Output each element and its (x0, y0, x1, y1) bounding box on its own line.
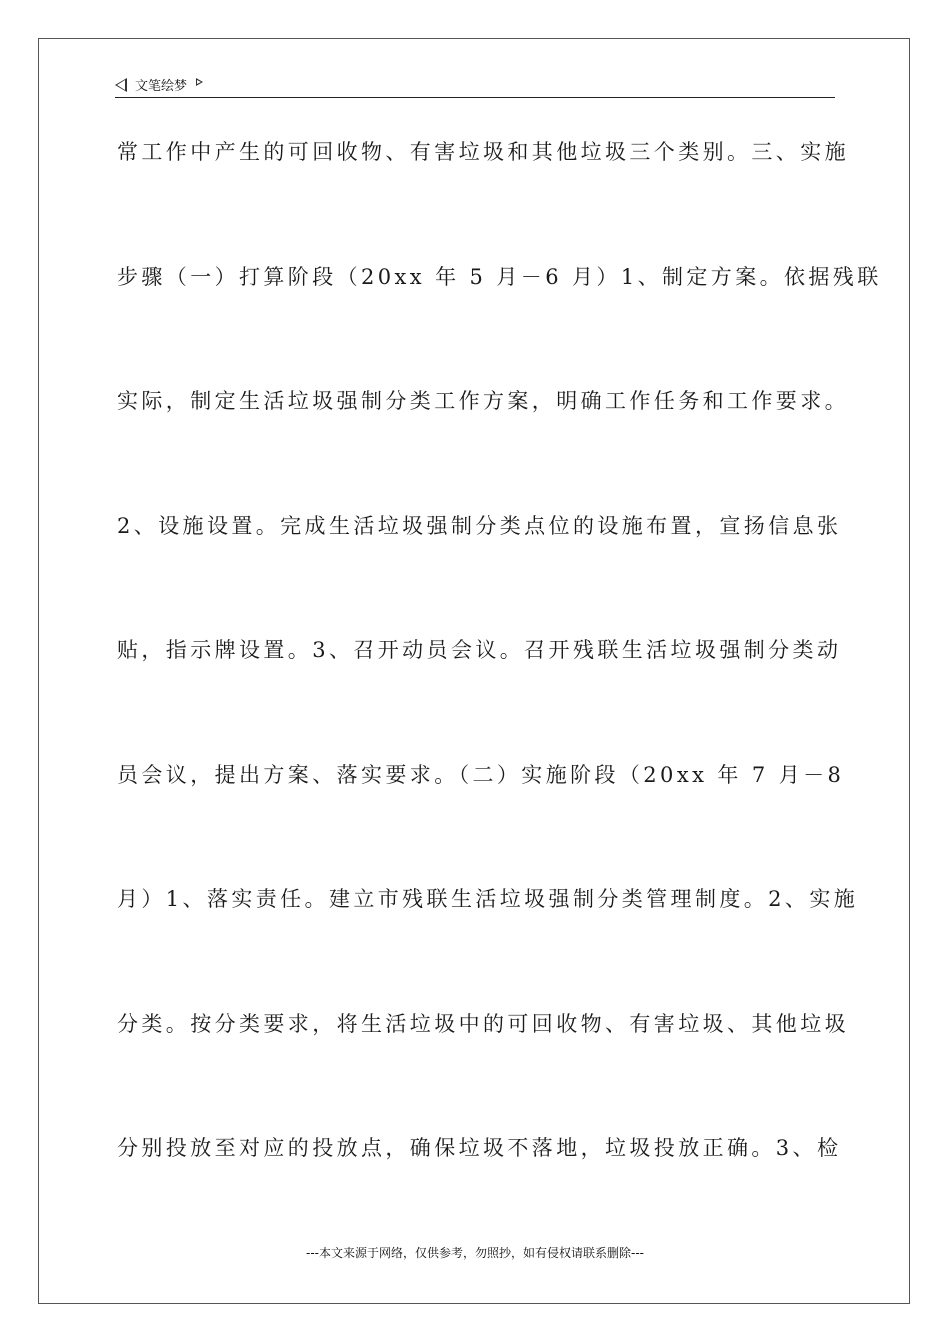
body-line: 分类。按分类要求，将生活垃圾中的可回收物、有害垃圾、其他垃圾 (117, 1011, 849, 1036)
body-line: 分别投放至对应的投放点，确保垃圾不落地，垃圾投放正确。3、检 (117, 1136, 842, 1160)
body-line: 步骤（一）打算阶段（20xx 年 5 月－6 月）1、制定方案。依据残联 (117, 264, 882, 289)
header-title: 文笔绘梦 (135, 79, 188, 94)
body-line: 贴，指示牌设置。3、召开动员会议。召开残联生活垃圾强制分类动 (117, 638, 842, 662)
triangle-right-icon (196, 78, 203, 86)
body-line: 员会议，提出方案、落实要求。（二）实施阶段（20xx 年 7 月－8 (117, 762, 845, 787)
page-header (115, 72, 835, 98)
document-body (117, 132, 882, 1253)
body-line: 2、设施设置。完成生活垃圾强制分类点位的设施布置，宣扬信息张 (117, 513, 842, 538)
body-line: 常工作中产生的可回收物、有害垃圾和其他垃圾三个类别。三、实施 (117, 140, 849, 164)
triangle-left-icon (115, 78, 127, 92)
header-bar (115, 75, 203, 94)
page-footer: ---本文来源于网络，仅供参考，勿照抄，如有侵权请联系删除--- (306, 1246, 644, 1260)
body-line: 月）1、落实责任。建立市残联生活垃圾强制分类管理制度。2、实施 (117, 887, 859, 911)
body-line: 实际，制定生活垃圾强制分类工作方案，明确工作任务和工作要求。 (117, 389, 849, 413)
